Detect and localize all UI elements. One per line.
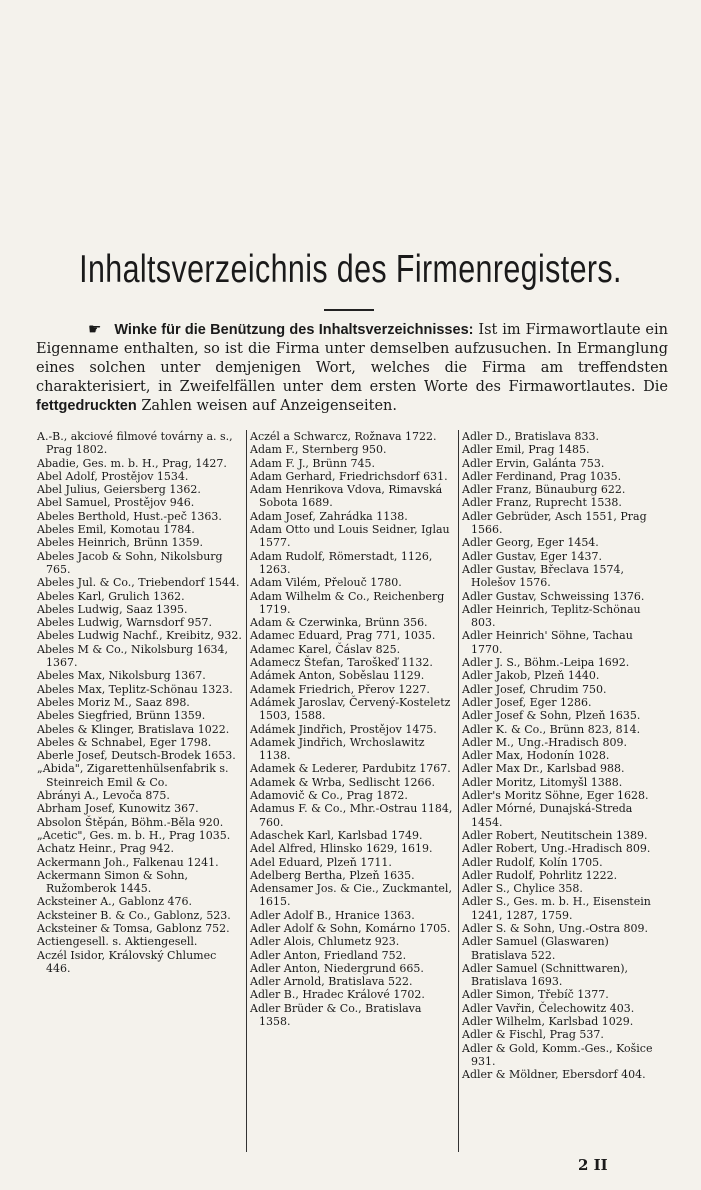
register-entry: Abeles Jul. & Co., Triebendorf 1544. bbox=[37, 576, 240, 590]
register-entry: Abeles Ludwig, Warnsdorf 957. bbox=[37, 616, 212, 630]
register-entry: Adamek & Wrba, Sedlischt 1266. bbox=[250, 775, 436, 789]
register-entry: Abadie, Ges. m. b. H., Prag, 1427. bbox=[37, 456, 227, 470]
register-entry: Abel Adolf, Prostějov 1534. bbox=[37, 469, 189, 483]
register-entry: Abeles Heinrich, Brünn 1359. bbox=[37, 536, 203, 550]
register-entry: Adler Mórné, Dunajská-Streda 1454. bbox=[462, 802, 633, 829]
register-entry: Abeles Moriz M., Saaz 898. bbox=[37, 695, 190, 709]
register-entry: Adler Moritz, Litomyšl 1388. bbox=[462, 775, 623, 789]
register-columns bbox=[34, 430, 670, 1152]
register-entry: Adler Rudolf, Pohrlitz 1222. bbox=[462, 868, 618, 882]
register-entry: Adler Josef & Sohn, Plzeň 1635. bbox=[462, 709, 641, 723]
register-entry: Adler's Moritz Söhne, Eger 1628. bbox=[462, 789, 649, 803]
register-entry: Adam Gerhard, Friedrichsdorf 631. bbox=[250, 469, 448, 483]
register-entry: Adel Alfred, Hlinsko 1629, 1619. bbox=[250, 842, 433, 856]
register-entry: Adam Vilém, Přelouč 1780. bbox=[250, 576, 402, 590]
register-entry: Aczél a Schwarcz, Rožnava 1722. bbox=[250, 430, 437, 443]
register-entry: Adensamer Jos. & Cie., Zuckmantel, 1615. bbox=[250, 882, 452, 909]
register-entry: Aberle Josef, Deutsch-Brodek 1653. bbox=[37, 749, 236, 763]
register-entry: Abeles Siegfried, Brünn 1359. bbox=[37, 709, 206, 723]
register-entry: Adler Alois, Chlumetz 923. bbox=[250, 935, 400, 949]
title-rule bbox=[324, 309, 374, 311]
register-entry: Acksteiner A., Gablonz 476. bbox=[37, 895, 193, 909]
register-entry: Adaschek Karl, Karlsbad 1749. bbox=[250, 828, 423, 842]
register-entry: Adler Samuel (Glaswaren) Bratislava 522. bbox=[462, 935, 609, 962]
register-entry: Adler & Gold, Komm.-Ges., Košice 931. bbox=[462, 1041, 653, 1068]
register-entry: Adler Brüder & Co., Bratislava 1358. bbox=[250, 1001, 422, 1029]
register-entry: Adler Emil, Prag 1485. bbox=[462, 443, 590, 457]
register-entry: Abeles Karl, Grulich 1362. bbox=[37, 589, 185, 603]
register-entry: Adler Wilhelm, Karlsbad 1029. bbox=[462, 1015, 634, 1029]
register-entry: Adam & Czerwinka, Brünn 356. bbox=[250, 616, 428, 630]
register-entry: Adámek Jaroslav, Červený-Kosteletz 1503, 1588. bbox=[250, 695, 451, 723]
register-entry: Adler Robert, Neutitschein 1389. bbox=[462, 828, 648, 842]
register-entry: Adam Otto und Louis Seidner, Iglau 1577. bbox=[250, 523, 450, 550]
register-column-3 bbox=[458, 430, 670, 1152]
register-entry: Adler Gustav, Schweissing 1376. bbox=[462, 589, 645, 603]
register-entry: Adam Josef, Zahrádka 1138. bbox=[250, 509, 408, 523]
register-entry: Abeles Ludwig Nachf., Kreibitz, 932. bbox=[37, 629, 242, 643]
register-entry: Adamecz Štefan, Taroškeď 1132. bbox=[250, 656, 433, 670]
register-entry: Adler Jakob, Plzeň 1440. bbox=[462, 669, 600, 683]
register-entry: Adler Vavřin, Čelechowitz 403. bbox=[462, 1001, 635, 1015]
register-entry: Adler & Möldner, Ebersdorf 404. bbox=[462, 1068, 646, 1082]
register-entry: Adam Rudolf, Römerstadt, 1126, 1263. bbox=[250, 549, 433, 576]
register-entry: Adler Robert, Ung.-Hradisch 809. bbox=[462, 842, 651, 856]
register-entry: Acksteiner B. & Co., Gablonz, 523. bbox=[37, 908, 231, 922]
register-entry: Adamek & Lederer, Pardubitz 1767. bbox=[250, 762, 451, 776]
register-entry: Adam Henrikova Vdova, Rimavská Sobota 1689. bbox=[250, 483, 443, 510]
register-entry: Adler Simon, Třebíč 1377. bbox=[462, 988, 609, 1002]
register-entry: Abeles Jacob & Sohn, Nikolsburg 765. bbox=[37, 549, 223, 576]
usage-note-text-b: Zahlen weisen auf Anzeigenseiten. bbox=[141, 398, 397, 414]
register-entry: Abeles Max, Nikolsburg 1367. bbox=[37, 669, 206, 683]
register-entry: Ackermann Simon & Sohn, Ružomberok 1445. bbox=[37, 868, 188, 896]
register-entry: Abrányi A., Levoča 875. bbox=[37, 789, 170, 803]
register-entry: Adler Ervin, Galánta 753. bbox=[462, 456, 605, 470]
register-entry: Adler Anton, Friedland 752. bbox=[250, 948, 407, 962]
register-entry: Absolon Štěpán, Böhm.-Běla 920. bbox=[37, 815, 224, 829]
register-entry: Adler S., Ges. m. b. H., Eisenstein 1241, 1287, 1759. bbox=[462, 895, 651, 922]
register-entry: Adler D., Bratislava 833. bbox=[462, 430, 600, 443]
register-entry: Abrham Josef, Kunowitz 367. bbox=[37, 802, 199, 816]
register-entry: Abel Samuel, Prostějov 946. bbox=[37, 496, 195, 510]
register-column-1 bbox=[34, 430, 246, 1152]
register-entry: Adler Heinrich' Söhne, Tachau 1770. bbox=[462, 629, 633, 656]
register-entry: Adler Gebrüder, Asch 1551, Prag 1566. bbox=[462, 509, 647, 537]
register-entry: Acksteiner & Tomsa, Gablonz 752. bbox=[37, 921, 230, 935]
register-entry: Abeles Max, Teplitz-Schönau 1323. bbox=[37, 682, 233, 696]
register-entry: Adler Gustav, Břeclava 1574, Holešov 1576. bbox=[462, 562, 625, 590]
register-column-2 bbox=[246, 430, 458, 1152]
register-entry: Abeles Ludwig, Saaz 1395. bbox=[37, 602, 188, 616]
register-entry: Adler Max Dr., Karlsbad 988. bbox=[462, 762, 625, 776]
register-entry: Adler & Fischl, Prag 537. bbox=[462, 1028, 604, 1042]
register-entry: Adam Wilhelm & Co., Reichenberg 1719. bbox=[250, 589, 445, 616]
register-entry: Abeles & Klinger, Bratislava 1022. bbox=[37, 722, 230, 736]
register-entry: Adamec Karel, Čáslav 825. bbox=[250, 642, 401, 656]
register-entry: Adler Franz, Ruprecht 1538. bbox=[462, 496, 622, 510]
usage-note-lead: Winke für die Benützung des Inhaltsverzeichnisses: bbox=[114, 322, 474, 338]
register-entry: Adamek Jindřich, Wrchoslawitz 1138. bbox=[250, 735, 425, 763]
register-entry: Adler J. S., Böhm.-Leipa 1692. bbox=[462, 656, 630, 670]
usage-note-bold-word: fettgedruckten bbox=[36, 398, 137, 414]
register-entry: „Abida", Zigarettenhülsenfabrik s. Steinreich Emil & Co. bbox=[37, 762, 229, 789]
register-entry: Adamus F. & Co., Mhr.-Ostrau 1184, 760. bbox=[250, 802, 453, 829]
register-entry: Adel Eduard, Plzeň 1711. bbox=[250, 855, 392, 869]
pointing-hand-icon: ☛ bbox=[88, 320, 102, 338]
register-entry: Adam F., Sternberg 950. bbox=[250, 443, 387, 457]
page-title: Inhaltsverzeichnis des Firmenregisters. bbox=[79, 248, 622, 291]
page-number: 2 II bbox=[578, 1156, 608, 1174]
register-entry: Adler Samuel (Schnittwaren), Bratislava 1693. bbox=[462, 961, 629, 989]
register-entry: Adam F. J., Brünn 745. bbox=[250, 456, 376, 470]
register-entry: Adler M., Ung.-Hradisch 809. bbox=[462, 735, 627, 749]
register-entry: Adámek Jindřich, Prostějov 1475. bbox=[250, 722, 437, 736]
register-entry: Adamek Friedrich, Přerov 1227. bbox=[250, 682, 430, 696]
register-entry: Adamec Eduard, Prag 771, 1035. bbox=[250, 629, 436, 643]
register-entry: A.-B., akciové filmové továrny a. s., Prag 1802. bbox=[37, 430, 233, 457]
register-entry: Adler Franz, Bünauburg 622. bbox=[462, 483, 626, 497]
register-entry: Adler Josef, Chrudim 750. bbox=[462, 682, 607, 696]
register-entry: Adámek Anton, Soběslau 1129. bbox=[250, 669, 425, 683]
register-entry: Adler S., Chylice 358. bbox=[462, 882, 583, 896]
register-entry: Abel Julius, Geiersberg 1362. bbox=[37, 483, 201, 497]
register-entry: Adler K. & Co., Brünn 823, 814. bbox=[462, 722, 641, 736]
register-entry: Adler Max, Hodonín 1028. bbox=[462, 749, 610, 763]
register-entry: Adelberg Bertha, Plzeň 1635. bbox=[250, 868, 415, 882]
register-entry: Adler Georg, Eger 1454. bbox=[462, 536, 599, 550]
register-entry: Adler Josef, Eger 1286. bbox=[462, 695, 592, 709]
register-entry: „Acetic", Ges. m. b. H., Prag 1035. bbox=[37, 828, 231, 842]
register-entry: Ackermann Joh., Falkenau 1241. bbox=[37, 855, 219, 869]
register-entry: Abeles & Schnabel, Eger 1798. bbox=[37, 735, 212, 749]
register-entry: Abeles Emil, Komotau 1784. bbox=[37, 523, 195, 537]
register-entry: Achatz Heinr., Prag 942. bbox=[37, 842, 174, 856]
register-entry: Adler Gustav, Eger 1437. bbox=[462, 549, 602, 563]
register-entry: Adler Ferdinand, Prag 1035. bbox=[462, 469, 622, 483]
register-entry: Adler Adolf B., Hranice 1363. bbox=[250, 908, 415, 922]
register-entry: Adler Adolf & Sohn, Komárno 1705. bbox=[250, 921, 451, 935]
register-entry: Actiengesell. s. Aktiengesell. bbox=[37, 935, 198, 949]
register-entry: Adler Arnold, Bratislava 522. bbox=[250, 975, 413, 989]
register-entry: Abeles M & Co., Nikolsburg 1634, 1367. bbox=[37, 642, 229, 670]
register-entry: Adler B., Hradec Králové 1702. bbox=[250, 988, 425, 1002]
register-entry: Adler Rudolf, Kolín 1705. bbox=[462, 855, 603, 869]
register-entry: Adamovič & Co., Prag 1872. bbox=[250, 789, 408, 803]
usage-note bbox=[36, 320, 668, 416]
register-entry: Abeles Berthold, Hust.-peč 1363. bbox=[37, 509, 222, 523]
usage-note-text-a: Ist im Firmawortlaute ein Eigenname enthalten, so ist die Firma unter demselben aufzusuchen. In Ermanglung eines solchen unter demjenigen Wort, welches die Firma am treffendsten charakterisiert, in Zweifelfällen unter dem ersten Worte des Firmawortlautes. Die bbox=[36, 322, 668, 395]
register-entry: Adler Anton, Niedergrund 665. bbox=[250, 961, 424, 975]
register-entry: Adler S. & Sohn, Ung.-Ostra 809. bbox=[462, 921, 649, 935]
register-entry: Adler Heinrich, Teplitz-Schönau 803. bbox=[462, 602, 641, 630]
register-entry: Aczél Isidor, Královský Chlumec 446. bbox=[37, 948, 217, 975]
